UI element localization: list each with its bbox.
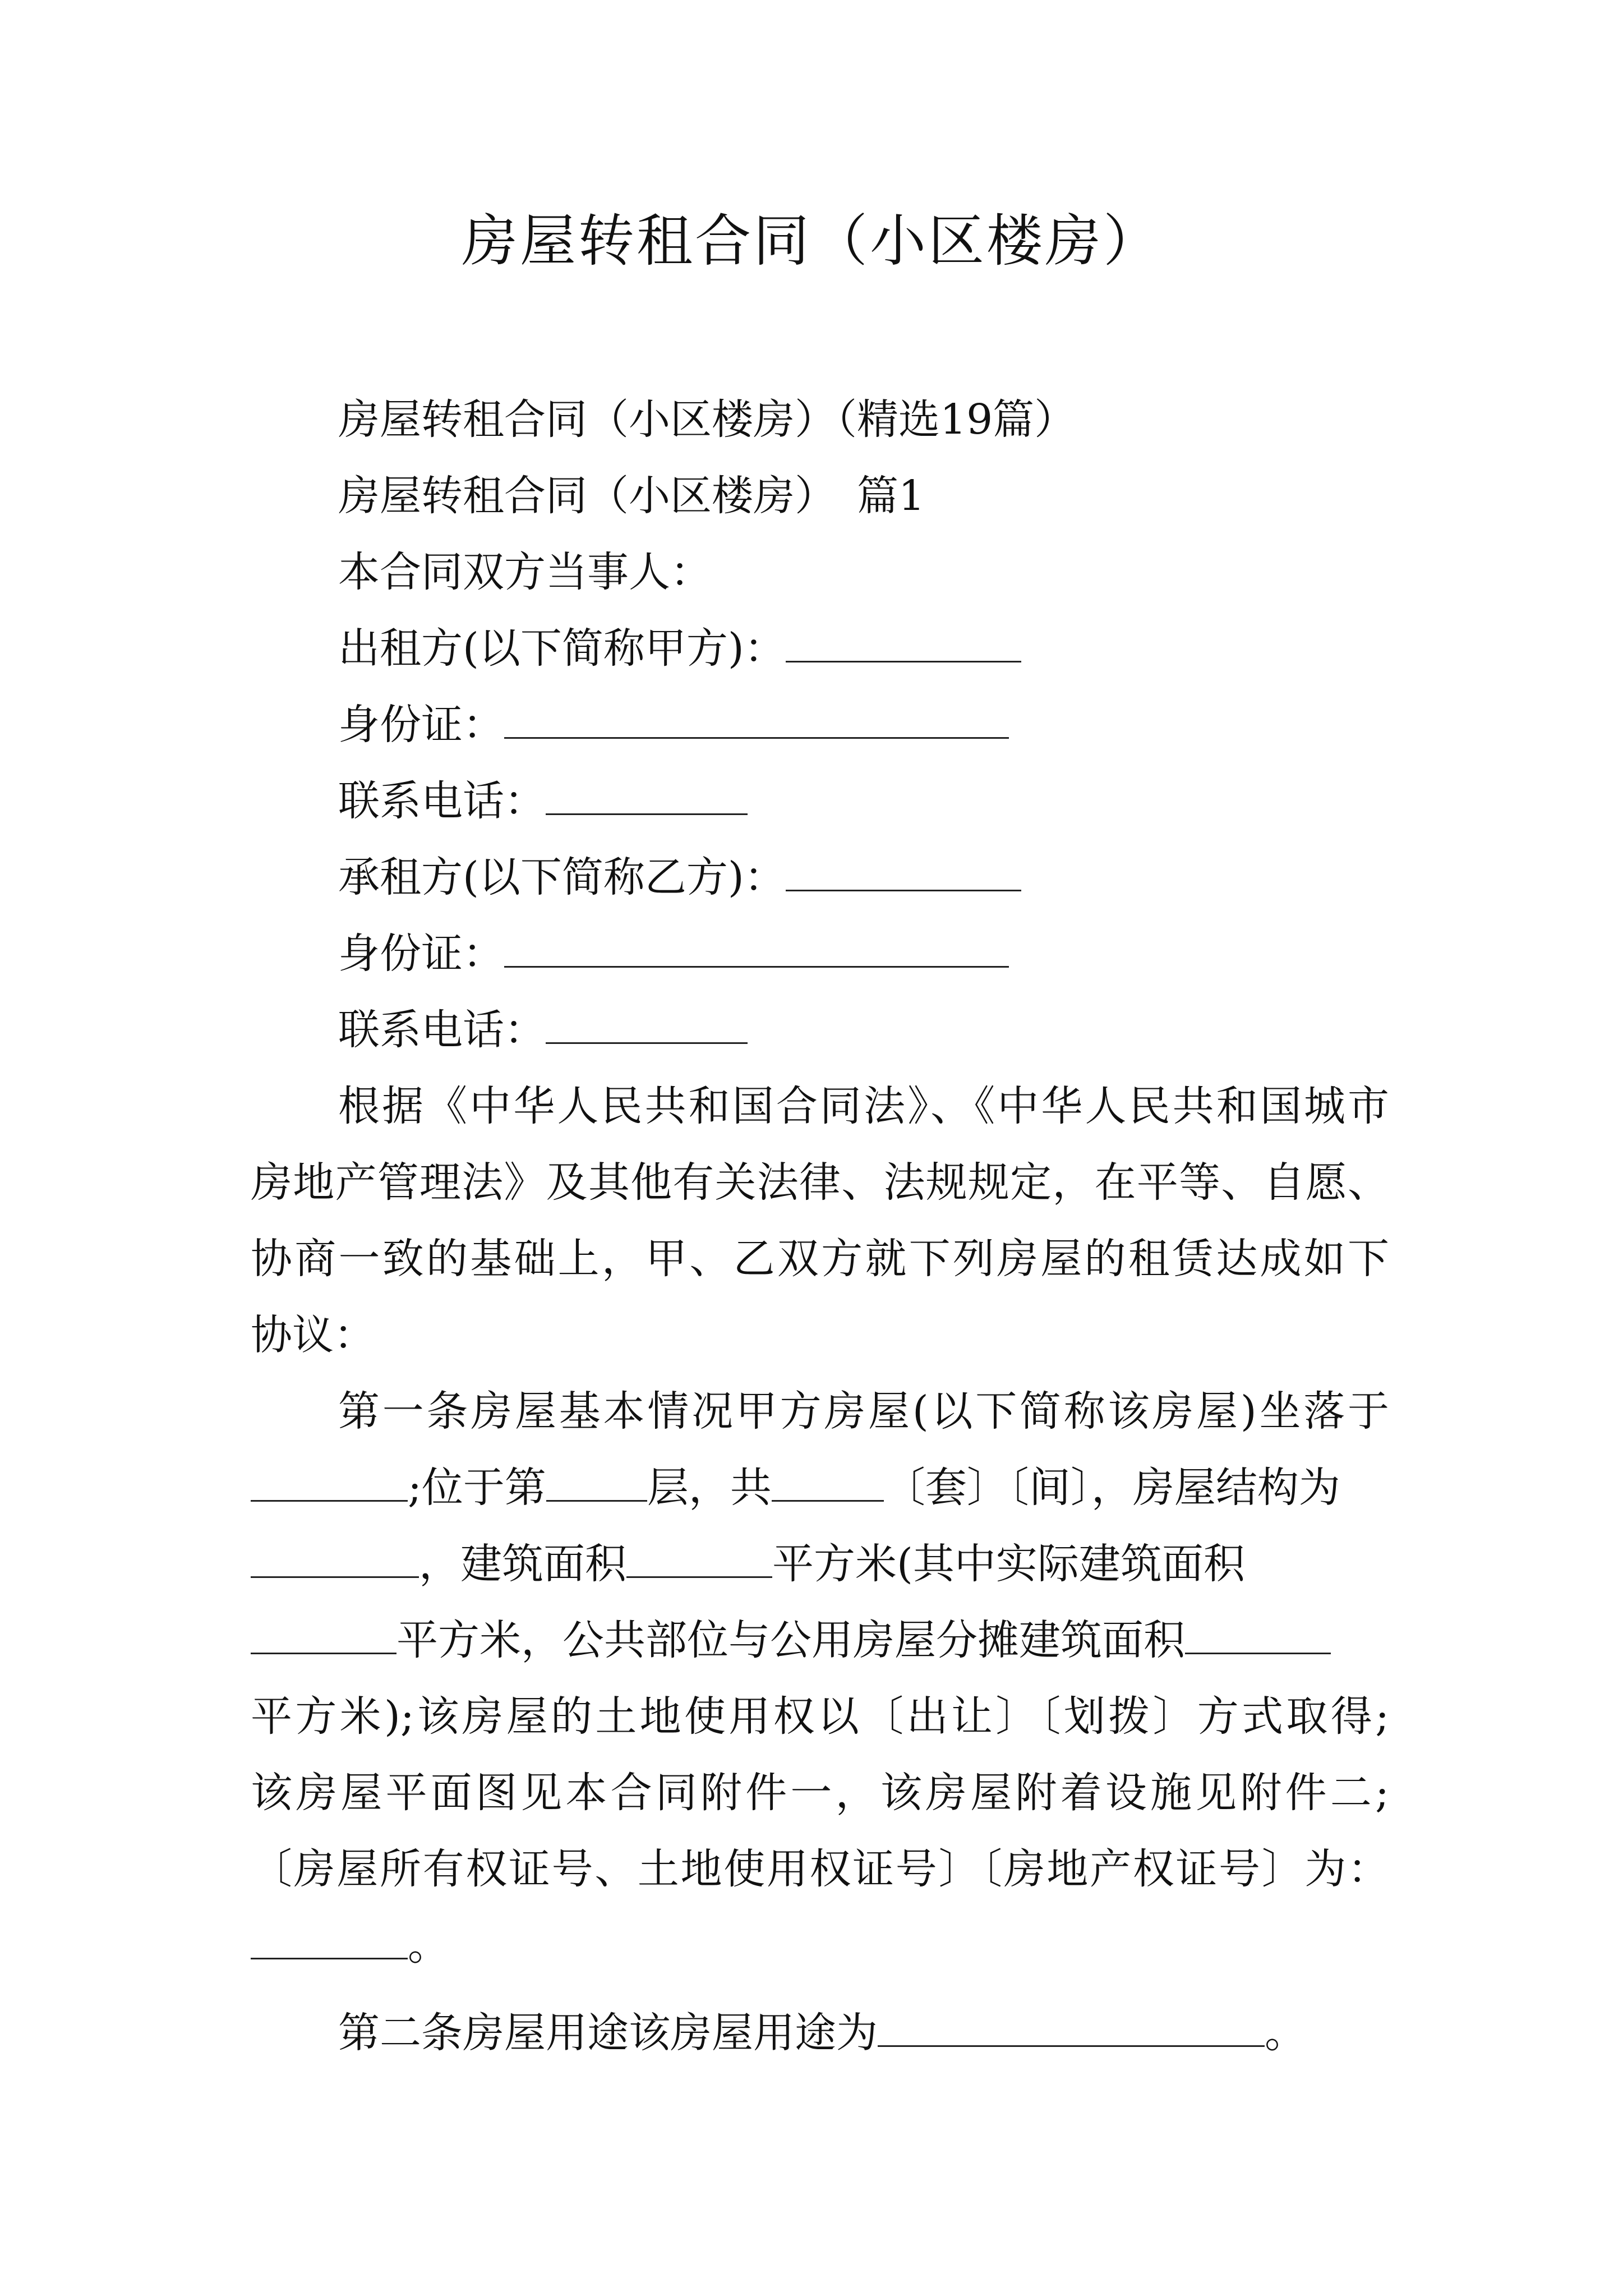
location-blank xyxy=(251,1461,408,1502)
lessor-phone-label: 联系电话： xyxy=(338,777,546,825)
preamble-line-1: 根据《中华人民共和国合同法》、《中华人民共和国城市 xyxy=(338,1082,1389,1130)
article1-line-3 xyxy=(251,1526,1389,1602)
lessor-line xyxy=(251,610,1389,687)
article1-line-7: 〔房屋所有权证号、土地使用权证号〕〔房地产权证号〕为： xyxy=(251,1845,1389,1893)
article2-label: 第二条房屋用途该房屋用途为 xyxy=(338,2009,878,2057)
lessor-phone-line xyxy=(251,763,1389,839)
units-blank xyxy=(772,1461,884,1502)
shared-area-blank xyxy=(1185,1613,1331,1654)
structure-blank xyxy=(251,1537,419,1578)
lessee-line xyxy=(251,839,1389,915)
article1-line-4 xyxy=(251,1602,1389,1678)
article1-end-mark: 。 xyxy=(408,1921,449,1970)
lessee-phone-blank xyxy=(546,1003,748,1044)
article1-shared-area-label: 平方米，公共部位与公用房屋分摊建筑面积 xyxy=(396,1616,1185,1664)
parties-intro: 本合同双方当事人： xyxy=(338,548,712,596)
floor-blank xyxy=(546,1461,647,1502)
article1-total-label: 层，共 xyxy=(647,1464,772,1512)
usage-blank xyxy=(878,2006,1265,2047)
article1-actual-area-label: 平方米(其中实际建筑面积 xyxy=(772,1540,1245,1588)
lessee-phone-line xyxy=(251,992,1389,1068)
preamble-line-3: 协商一致的基础上，甲、乙双方就下列房屋的租赁达成如下 xyxy=(251,1235,1389,1283)
article2-end-mark: 。 xyxy=(1265,2009,1306,2057)
lessee-label: 承租方(以下简称乙方)： xyxy=(338,853,786,901)
certificate-blank xyxy=(251,1918,408,1959)
collection-line: 房屋转租合同（小区楼房）（精选19篇） xyxy=(338,395,1076,444)
document-body xyxy=(251,381,1389,2071)
actual-area-blank xyxy=(251,1613,396,1654)
document-title: 房屋转租合同（小区楼房） xyxy=(462,208,1161,274)
article1-area-label: ，建筑面积 xyxy=(419,1540,626,1588)
lessor-phone-blank xyxy=(546,774,748,815)
preamble-line-4: 协议： xyxy=(251,1311,375,1359)
lessee-id-blank xyxy=(504,927,1009,968)
preamble-line-2: 房地产管理法》及其他有关法律、法规规定，在平等、自愿、 xyxy=(251,1158,1389,1207)
article1-line-8 xyxy=(251,1907,1389,1984)
lessee-blank xyxy=(786,850,1021,891)
article1-line-5: 平方米);该房屋的土地使用权以〔出让〕〔划拨〕方式取得; xyxy=(251,1692,1389,1741)
part-heading: 房屋转租合同（小区楼房） 篇1 xyxy=(338,472,925,520)
lessor-id-line xyxy=(251,687,1389,763)
area-blank xyxy=(626,1537,772,1578)
article1-line-6: 该房屋平面图见本合同附件一，该房屋附着设施见附件二; xyxy=(251,1769,1389,1817)
article1-structure-label: 〔套〕〔间〕，房屋结构为 xyxy=(883,1464,1340,1512)
article1-line-2 xyxy=(251,1450,1389,1526)
lessor-id-blank xyxy=(504,698,1009,739)
lessor-label: 出租方(以下简称甲方)： xyxy=(338,624,786,673)
article1-line-1: 第一条房屋基本情况甲方房屋(以下简称该房屋)坐落于 xyxy=(338,1387,1389,1435)
lessee-id-line xyxy=(251,915,1389,992)
lessor-blank xyxy=(786,622,1021,662)
article2-line xyxy=(251,1995,1389,2071)
lessor-id-label: 身份证： xyxy=(338,701,504,749)
lessee-id-label: 身份证： xyxy=(338,930,504,978)
article1-floor-label: ;位于第 xyxy=(408,1464,546,1512)
lessee-phone-label: 联系电话： xyxy=(338,1006,546,1054)
